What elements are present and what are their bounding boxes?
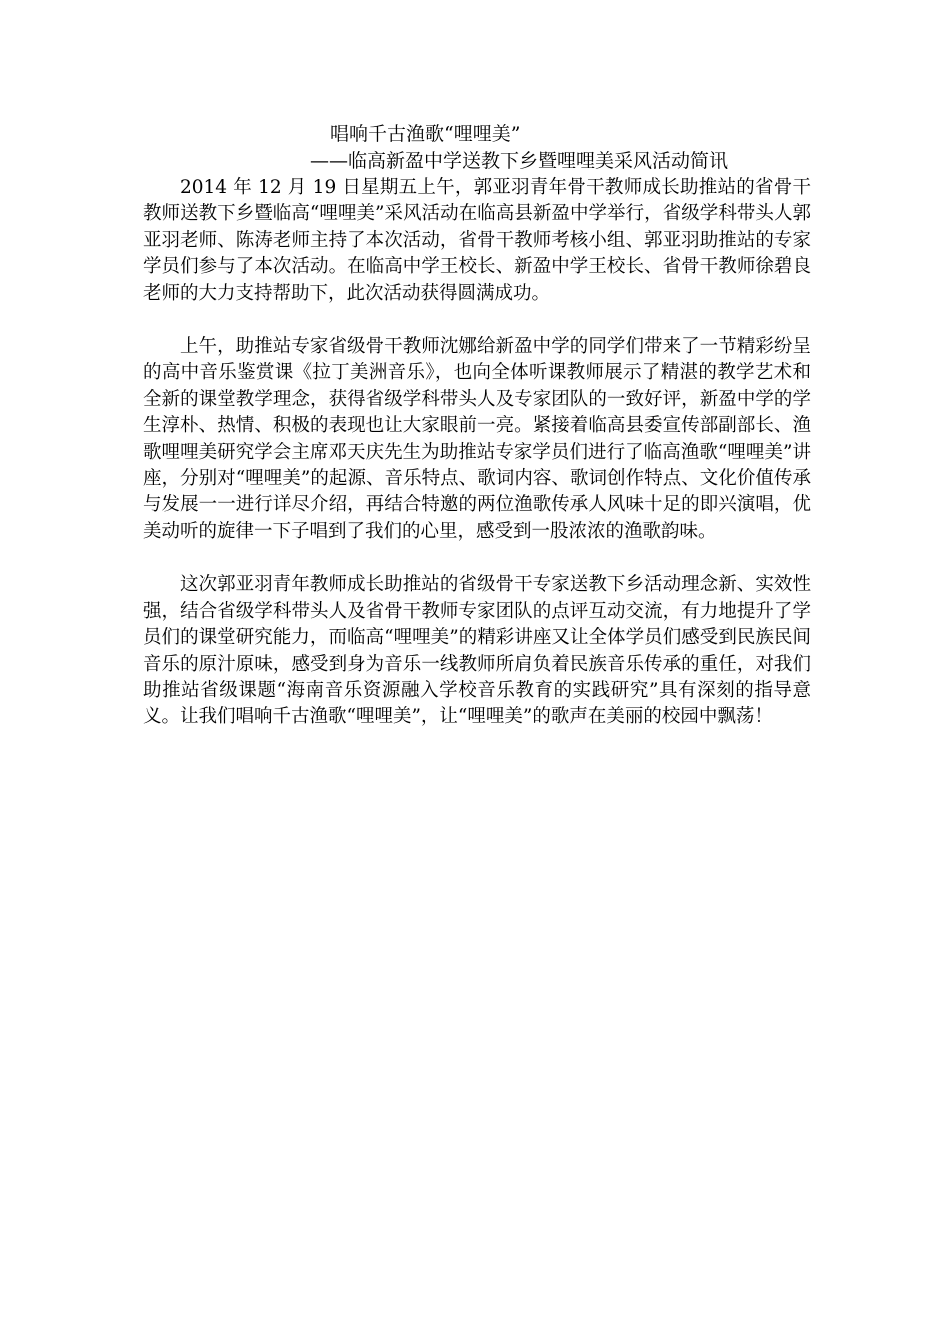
paragraph-2: 上午，助推站专家省级骨干教师沈娜给新盈中学的同学们带来了一节精彩纷呈的高中音乐鉴赏课《拉丁美洲音乐》，也向全体听课教师展示了精湛的教学艺术和全新的课堂教学理念，获得省级学科带头人及专家团队的一致好评，新盈中学的学生淳朴、热情、积极的表现也让大家眼前一亮。紧接着临高县委宣传部副部长、渔歌哩哩美研究学会主席邓天庆先生为助推站专家学员们进行了临高渔歌“哩哩美”讲座，分别对“哩哩美”的起源、音乐特点、歌词内容、歌词创作特点、文化价值传承与发展一一进行详尽介绍，再结合特邀的两位渔歌传承人风味十足的即兴演唱，优美动听的旋律一下子唱到了我们的心里，感受到一股浓浓的渔歌韵味。 <box>143 336 811 542</box>
document-title: 唱响千古渔歌“哩哩美” <box>330 123 521 145</box>
paragraph-3: 这次郭亚羽青年教师成长助推站的省级骨干专家送教下乡活动理念新、实效性强，结合省级学科带头人及省骨干教师专家团队的点评互动交流，有力地提升了学员们的课堂研究能力，而临高“哩哩美”的精彩讲座又让全体学员们感受到民族民间音乐的原汁原味，感受到身为音乐一线教师所肩负着民族音乐传承的重任，对我们助推站省级课题“海南音乐资源融入学校音乐教育的实践研究”具有深刻的指导意义。让我们唱响千古渔歌“哩哩美”，让“哩哩美”的歌声在美丽的校园中飘荡！ <box>143 574 811 728</box>
document-body <box>143 175 811 731</box>
paragraph-1: 2014 年 12 月 19 日星期五上午，郭亚羽青年骨干教师成长助推站的省骨干教师送教下乡暨临高“哩哩美”采风活动在临高县新盈中学举行，省级学科带头人郭亚羽老师、陈涛老师主持了本次活动，省骨干教师考核小组、郭亚羽助推站的专家学员们参与了本次活动。在临高中学王校长、新盈中学王校长、省骨干教师徐碧良老师的大力支持帮助下，此次活动获得圆满成功。 <box>143 177 811 304</box>
document-subtitle: ——临高新盈中学送教下乡暨哩哩美采风活动简讯 <box>310 150 729 172</box>
